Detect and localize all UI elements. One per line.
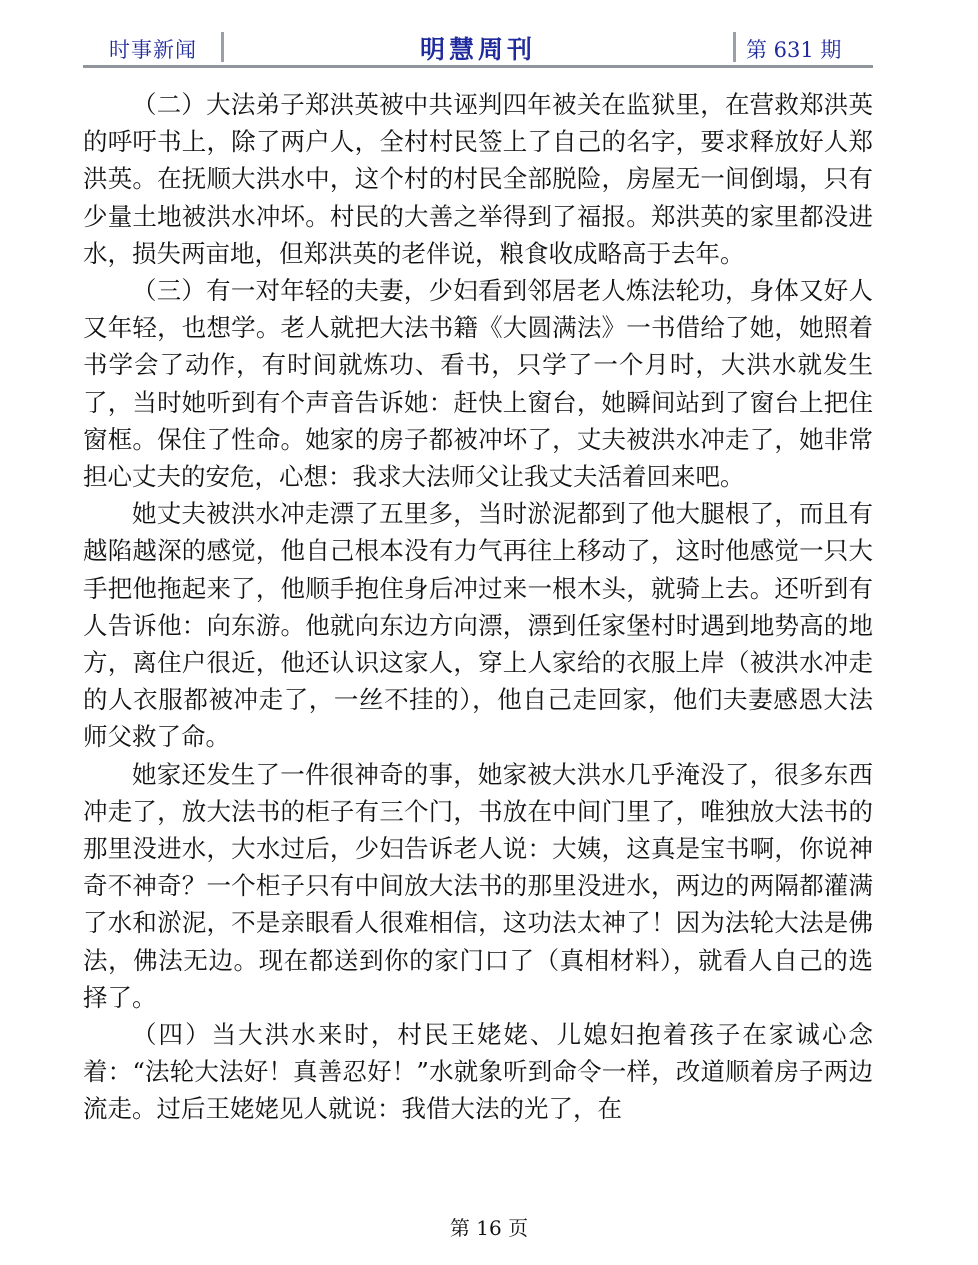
page-number: 第 16 页 [449,1216,529,1240]
header-divider-right [733,32,736,62]
header-rule [83,65,873,68]
paragraph-2: （三）有一对年轻的夫妻，少妇看到邻居老人炼法轮功，身体又好人又年轻，也想学。老人就把大法书籍《大圆满法》一书借给了她，她照着书学会了动作，有时间就炼功、看书，只学了一个月时，大洪水就发生了，当时她听到有个声音告诉她：赶快上窗台，她瞬间站到了窗台上把住窗框。保住了性命。她家的房子都被冲坏了，丈夫被洪水冲走了，她非常担心丈夫的安危，心想：我求大法师父让我丈夫活着回来吧。 [83,276,873,492]
publication-title: 明慧周刊 [419,35,536,64]
paragraph-1: （二）大法弟子郑洪英被中共诬判四年被关在监狱里，在营救郑洪英的呼吁书上，除了两户人，全村村民签上了自己的名字，要求释放好人郑洪英。在抚顺大洪水中，这个村的村民全部脱险，房屋无一间倒塌，只有少量土地被洪水冲坏。村民的大善之举得到了福报。郑洪英的家里都没进水，损失两亩地，但郑洪英的老伴说，粮食收成略高于去年。 [83,90,873,268]
section-label: 时事新闻 [109,38,197,62]
paragraph-3: 她丈夫被洪水冲走漂了五里多，当时淤泥都到了他大腿根了，而且有越陷越深的感觉，他自己根本没有力气再往上移动了，这时他感觉一只大手把他拖起来了，他顺手抱住身后冲过来一根木头，就骑上去。还听到有人告诉他：向东游。他就向东边方向漂，漂到任家堡村时遇到地势高的地方，离住户很近，他还认识这家人，穿上人家给的衣服上岸（被洪水冲走的人衣服都被冲走了，一丝不挂的），他自己走回家，他们夫妻感恩大法师父救了命。 [83,499,873,752]
paragraph-4: 她家还发生了一件很神奇的事，她家被大洪水几乎淹没了，很多东西冲走了，放大法书的柜子有三个门，书放在中间门里了，唯独放大法书的那里没进水，大水过后，少妇告诉老人说：大姨，这真是宝书啊，你说神奇不神奇？一个柜子只有中间放大法书的那里没进水，两边的两隔都灌满了水和淤泥，不是亲眼看人很难相信，这功法太神了！因为法轮大法是佛法，佛法无边。现在都送到你的家门口了（真相材料），就看人自己的选择了。 [83,759,873,1012]
page-header [83,24,873,68]
issue-number: 第 631 期 [746,38,842,62]
article-body [83,86,873,1128]
paragraph-5: （四）当大洪水来时，村民王姥姥、儿媳妇抱着孩子在家诚心念着：“法轮大法好！真善忍好！”水就象听到命令一样，改道顺着房子两边流走。过后王姥姥见人就说：我借大法的光了，在 [83,1020,873,1124]
